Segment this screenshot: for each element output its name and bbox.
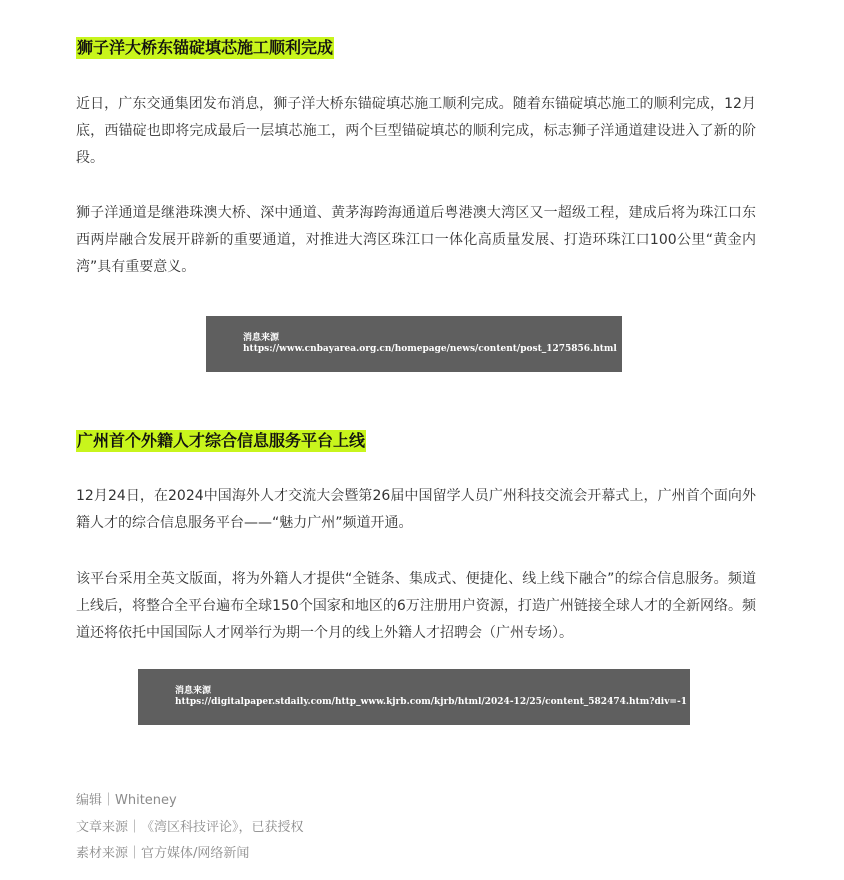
article2-paragraph-1: 12月24日，在2024中国海外人才交流大会暨第26届中国留学人员广州科技交流会开幕式上，广州首个面向外籍人才的综合信息服务平台——“魅力广州”频道开通。 xyxy=(76,488,756,531)
article2-source-label: 消息来源 xyxy=(175,686,212,696)
article2-paragraph-2: 该平台采用全英文版面，将为外籍人才提供“全链条、集成式、便捷化、线上线下融合”的综合信息服务。频道上线后，将整合全平台遍布全球150个国家和地区的6万注册用户资源，打造广州链接全球人才的全新网络。频道还将依托中国国际人才网举行为期一个月的线上外籍人才招聘会（广州专场）。 xyxy=(76,571,756,641)
article1-source-box xyxy=(206,316,622,372)
article1-source-label: 消息来源 xyxy=(243,333,280,343)
credit-editor: 编辑｜Whiteney xyxy=(76,793,177,808)
article1-title: 狮子洋大桥东锚碇填芯施工顺利完成 xyxy=(77,38,334,57)
credits xyxy=(76,788,304,868)
article1-paragraph-2: 狮子洋通道是继港珠澳大桥、深中通道、黄茅海跨海通道后粤港澳大湾区又一超级工程，建成后将为珠江口东西两岸融合发展开辟新的重要通道，对推进大湾区珠江口一体化高质量发展、打造环珠江口100公里“黄金内湾”具有重要意义。 xyxy=(76,205,756,275)
credit-article-source: 文章来源｜《湾区科技评论》，已获授权 xyxy=(76,819,304,835)
article1-source-url: https://www.cnbayarea.org.cn/homepage/news/content/post_1275856.html xyxy=(243,344,617,354)
article1-paragraph-1: 近日，广东交通集团发布消息，狮子洋大桥东锚碇填芯施工顺利完成。随着东锚碇填芯施工的顺利完成，12月底，西锚碇也即将完成最后一层填芯施工，两个巨型锚碇填芯的顺利完成，标志狮子洋通道建设进入了新的阶段。 xyxy=(76,96,756,166)
credit-material-source: 素材来源｜官方媒体/网络新闻 xyxy=(76,846,250,861)
article2-source-box xyxy=(138,669,690,725)
article2-source-url: https://digitalpaper.stdaily.com/http_www.kjrb.com/kjrb/html/2024-12/25/content_582474.htm?div=-1 xyxy=(175,697,687,707)
article2-title: 广州首个外籍人才综合信息服务平台上线 xyxy=(77,431,366,450)
